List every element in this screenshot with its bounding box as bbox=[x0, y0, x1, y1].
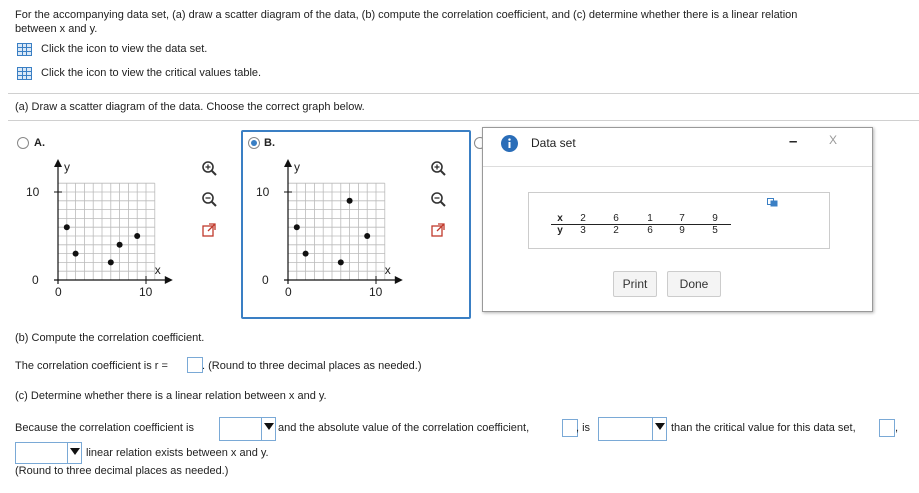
popup-header-divider bbox=[483, 166, 872, 167]
zoom-in-icon[interactable] bbox=[201, 160, 217, 176]
minimize-button[interactable]: – bbox=[789, 133, 798, 150]
y-header: y bbox=[557, 225, 563, 236]
print-button[interactable]: Print bbox=[613, 271, 657, 297]
correlation-input[interactable] bbox=[187, 357, 203, 373]
question-text-line2: between x and y. bbox=[15, 23, 98, 35]
x-zero-label: 0 bbox=[285, 285, 292, 299]
y-value: 6 bbox=[647, 225, 653, 236]
info-icon bbox=[501, 135, 518, 152]
y-value: 5 bbox=[712, 225, 718, 236]
option-b-radio[interactable] bbox=[248, 137, 260, 149]
chevron-down-icon bbox=[652, 418, 666, 440]
chevron-down-icon bbox=[261, 418, 275, 440]
y-axis-arrow bbox=[284, 159, 292, 167]
rounding-note: (Round to three decimal places as needed.) bbox=[15, 465, 229, 477]
y-axis-label: y bbox=[64, 160, 70, 174]
y-zero-label: 0 bbox=[32, 273, 39, 287]
part-c-sentence-6: linear relation exists between x and y. bbox=[86, 447, 269, 459]
close-button[interactable]: X bbox=[829, 133, 838, 147]
option-a-radio[interactable] bbox=[17, 137, 29, 149]
part-c-sentence-5: , bbox=[895, 422, 899, 434]
y-tick-label: 10 bbox=[256, 185, 270, 199]
zoom-out-icon[interactable] bbox=[201, 191, 217, 207]
scatter-point bbox=[338, 259, 344, 265]
x-tick-label: 10 bbox=[139, 285, 153, 299]
y-axis-label: y bbox=[294, 160, 300, 174]
y-axis-arrow bbox=[54, 159, 62, 167]
part-c-sentence-2: and the absolute value of the correlation coefficient, bbox=[278, 422, 530, 434]
x-tick-label: 10 bbox=[369, 285, 383, 299]
part-c-sentence-1: Because the correlation coefficient is bbox=[15, 422, 194, 434]
scatter-point bbox=[364, 233, 370, 239]
option-b-label: B. bbox=[264, 137, 275, 149]
x-zero-label: 0 bbox=[55, 285, 62, 299]
zoom-in-icon[interactable] bbox=[430, 160, 446, 176]
scatter-point bbox=[64, 224, 70, 230]
scatter-point bbox=[108, 259, 114, 265]
expand-icon[interactable] bbox=[430, 222, 446, 238]
correlation-suffix: . (Round to three decimal places as needed.) bbox=[202, 360, 422, 372]
x-axis-arrow bbox=[165, 276, 173, 284]
data-table bbox=[551, 213, 731, 236]
x-axis-label: x bbox=[154, 263, 161, 277]
y-tick-label: 10 bbox=[26, 185, 40, 199]
chevron-down-icon bbox=[67, 443, 81, 463]
y-zero-label: 0 bbox=[262, 273, 269, 287]
done-button[interactable]: Done bbox=[667, 271, 721, 297]
question-text-line1: For the accompanying data set, (a) draw a scatter diagram of the data, (b) compute the correlation coefficient, and (c) determine whether there is a linear relation bbox=[15, 9, 798, 21]
part-c-sentence-4: than the critical value for this data set, bbox=[671, 422, 856, 434]
dataset-link-text: Click the icon to view the data set. bbox=[41, 43, 208, 55]
scatter-point bbox=[303, 251, 309, 257]
scatter-point bbox=[117, 242, 123, 248]
critical-value-input[interactable] bbox=[879, 419, 895, 437]
correlation-sign-dropdown[interactable] bbox=[219, 417, 276, 441]
x-value: 7 bbox=[679, 213, 685, 224]
scatter-point bbox=[347, 198, 353, 204]
x-value: 2 bbox=[580, 213, 586, 224]
popup-title: Data set bbox=[531, 136, 576, 150]
critical-values-table-icon[interactable] bbox=[17, 67, 32, 80]
zoom-out-icon[interactable] bbox=[430, 191, 446, 207]
x-axis-arrow bbox=[395, 276, 403, 284]
section-divider bbox=[8, 120, 919, 121]
dataset-table-icon[interactable] bbox=[17, 43, 32, 56]
comparison-dropdown[interactable] bbox=[598, 417, 667, 441]
x-header: x bbox=[557, 213, 563, 224]
linear-relation-dropdown[interactable] bbox=[15, 442, 82, 464]
part-c-prompt: (c) Determine whether there is a linear relation between x and y. bbox=[15, 390, 327, 402]
y-value: 2 bbox=[613, 225, 619, 236]
option-b-graph bbox=[252, 155, 412, 305]
y-value: 9 bbox=[679, 225, 685, 236]
x-axis-label: x bbox=[384, 263, 391, 277]
part-b-prompt: (b) Compute the correlation coefficient. bbox=[15, 332, 205, 344]
critical-values-link-text: Click the icon to view the critical values table. bbox=[41, 67, 262, 79]
option-a-label: A. bbox=[34, 137, 45, 149]
x-value: 1 bbox=[647, 213, 653, 224]
x-value: 6 bbox=[613, 213, 619, 224]
option-a-graph bbox=[22, 155, 182, 305]
expand-icon[interactable] bbox=[201, 222, 217, 238]
y-value: 3 bbox=[580, 225, 586, 236]
x-value: 9 bbox=[712, 213, 718, 224]
correlation-prefix: The correlation coefficient is r = bbox=[15, 360, 168, 372]
scatter-point bbox=[294, 224, 300, 230]
part-c-sentence-3: , is bbox=[576, 422, 591, 434]
section-divider bbox=[8, 93, 919, 94]
scatter-point bbox=[134, 233, 140, 239]
scatter-point bbox=[73, 251, 79, 257]
data-set-popup bbox=[482, 127, 873, 312]
part-a-prompt: (a) Draw a scatter diagram of the data. Choose the correct graph below. bbox=[15, 101, 365, 113]
